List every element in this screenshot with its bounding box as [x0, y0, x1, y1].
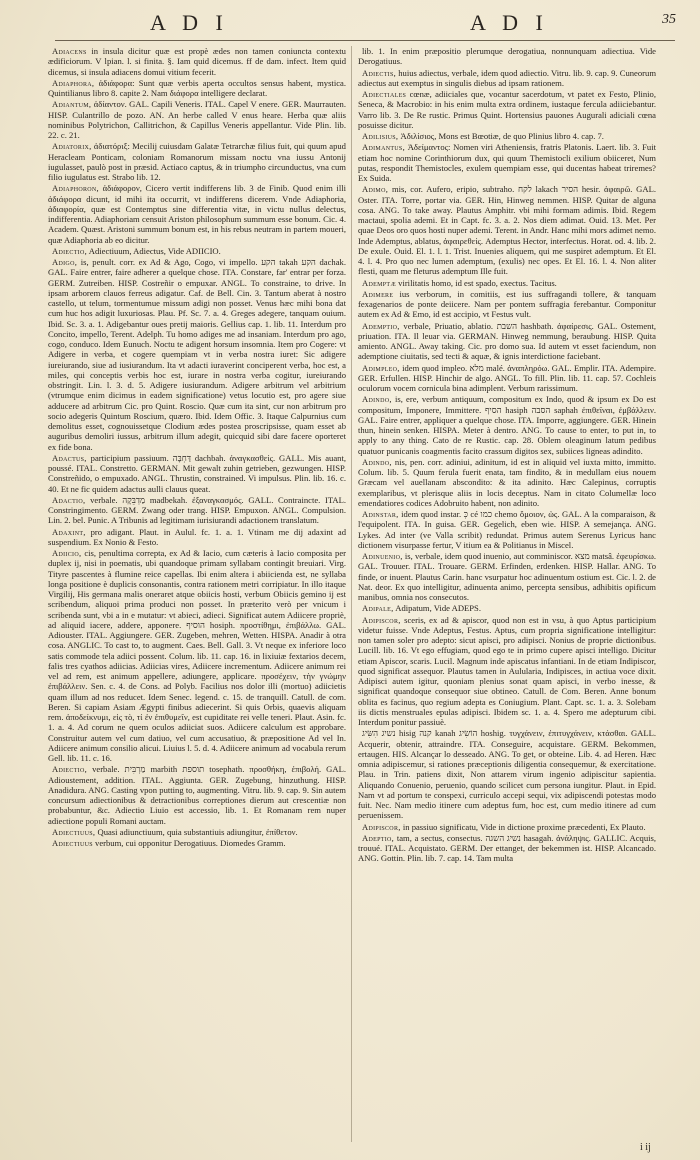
entry-lemma: Adactus,	[52, 452, 87, 463]
dictionary-entry	[358, 728, 656, 820]
entry-text: virilitatis homo, id est spado, exectus. Tacitus.	[398, 277, 557, 288]
dictionary-entry	[48, 764, 346, 826]
dictionary-entry	[48, 46, 346, 77]
column-divider	[351, 46, 352, 1142]
entry-lemma: Adimantus,	[362, 142, 406, 153]
entry-lemma: Adiectiuus	[52, 838, 93, 848]
dictionary-entry	[48, 527, 346, 548]
entry-lemma: Ademptio,	[362, 320, 400, 331]
dictionary-entry	[358, 551, 656, 602]
entry-text: in insula dicitur quæ est propè ædes non tamen coniuncta contextu ædificiorum. V lpian. l. si finita. §. Iam quid dicemus. ff de dam. infect. Item quid dicemus, si insula adiacens domui vitium fecerit.	[48, 46, 346, 77]
entry-text: idem quod impleo. מלא malé. ἀναπληρόω. GAL. Emplir. ITA. Adempire. GER. Erfullen. HISP. Hinchir de algo. ANGL. To fill. Plin. lib. 11. cap. 57. Cochleis oculorum vocem cornicula bina adimplent. Verbum rarissimum.	[358, 362, 656, 393]
entry-text: lib. 1. In enim præpositio plerumque derogatiua, nonnunquam adiectiua. Vide Derogatiuus.	[358, 46, 656, 67]
entry-text: sceris, ex ad & apiscor, quod non est in vsu, à quo Aptus participium videtur fuisse. Vnde Adeptus, Festus. Aptus, cum propria significatione intelligitur: non tamen soler pro adepto: sicut apisci, pro adipisci. Nonius de proprie dictionibus. Lucill. lib. 16. Vt ego effugiam, quod ego te in primo cupere apisci intelligo. Dicitur etiam Apiscor, scaris. Lucil. Magnum inde apiscatus infantiani. In de etiam Indipiscor, quod significat assequor. Plautus tamen in Aulularia, Indipisces, in actiua voce dixit. Adipisci autem igitur, quoniam plenius sonat quam apisci, in verbo inesse, & significat quandoque consequor siue obtineo. Catull. de Com. Beren. Anne bonum oblita es facinus, quo regium adepta es Coniugium. Plant. Capt. sc. 1. a. 3. Solebam iis dictis menstruales epulas adipisci. Ibidem sc. 1. a. 4. Spero me adepturum cibi. Interdum ponitur passiuè.	[358, 614, 656, 727]
dictionary-entry	[358, 278, 656, 288]
entry-text: is, verbale, idem quod inuenio, aut comminiscor. מצא matsâ. ἐφευρίσκω. GAL. Trouuer. ITAL. Trouare. GERM. Erfinden, erdenken. HISP. Hallar. ANG. To finde, or inuent. Plautus Carin. hanc vsurpatur hoc adinuentum ostium est. Cic. l. 2. de Nat. deor. Ex quo intelligitur, adinuenta animo, percepta sensibus, adhibitis opificum manibus, omnia nos consecutos.	[358, 551, 656, 602]
entry-lemma: Adiectio,	[52, 245, 88, 256]
dictionary-entry	[48, 78, 346, 99]
dictionary-entry	[358, 833, 656, 864]
running-head-left: A D I	[150, 10, 229, 35]
entry-lemma: Adipiscor,	[362, 614, 401, 625]
entry-lemma: Adiaphoron,	[52, 183, 99, 194]
entry-text: tam, a sectus, consectus. נשיג השגה hasagah. ἀνάληψις. GALLIC. Acquis, trouué. ITAL. Acquistato. GERM. Der ettanget, der bekemmen ist. HISP. Alcancado. ANG. Gottin. Plin. lib. 7. cap. 14. Tam multa	[358, 832, 656, 864]
entry-text: pro adigant. Plaut. in Aulul. fc. 1. a. 1. Vtinam me dij adaxint ad suspendium. Ex Nonio & Festo.	[48, 526, 346, 547]
entry-text: idem quod instar. כְּ cé כמו chemo ὅμοιον, ὡς. GAL. A la comparaison, & l'equipolent. ITA. In guisa. GER. Gegelich, eben wie. HISP. A semejança. ANG. Lykes. Ad inter (ve Valla scribit) redundat. Primus autem Serenus Lyricus hanc dictionem visurpasse fertur, V itium ea & Politianus in Miscel.	[358, 509, 656, 550]
entry-lemma: Adeptio,	[362, 832, 395, 843]
entry-text: cœnæ, adiiciales que, vocantur sacerdotum, vt patet ex Festo, Plinio, Seneca, & Macrobio: in his enim multa extra ordinem, iustaque fercula adiiciebantur. Varro lib. 3. De Re rustic. Primus Quint. Hortensius pauones Augurali adiciali cœna posuisse dicitur.	[358, 89, 656, 130]
entry-lemma: Adiectiales	[362, 89, 407, 99]
left-column	[48, 46, 346, 1146]
entry-lemma: Adindo,	[362, 456, 392, 467]
dictionary-entry	[358, 46, 656, 67]
dictionary-entry	[358, 394, 656, 456]
dictionary-entry	[48, 99, 346, 140]
entry-lemma: Adiaphora,	[52, 77, 95, 88]
dictionary-entry	[358, 603, 656, 613]
dictionary-entry	[358, 89, 656, 130]
dictionary-entry	[48, 453, 346, 494]
entry-text: Quasi adiunctiuum, quia substantiuis adiungitur, ἐπίθετον.	[97, 826, 298, 837]
entry-text: huius adiectus, verbale, idem quod adiectio. Vitru. lib. 9. cap. 9. Cuneorum adiectus aut exemptus in singulis diebus ad ipsam rationem.	[358, 67, 656, 88]
entry-text: verbale. מַדְבֵּקָה madbekah. ἐξαναγκασμός. GALL. Contraincte. ITAL. Constringimento. GERM. Zwang oder trang. HISP. Empuxon. ANGL. Compulsion. Lin. 2. bel. Punic. A Tribunis ad legitimam iurisiurandi adactionem translatum.	[48, 494, 346, 526]
entry-text: verbale, Priuatio, ablatio. השבת hashbath. ἀφαίρεσις. GAL. Ostement, priuation. ITA. Il leuar via. GERMAN. Hinweg nemmung, beraubung. HISP. Quita amiento. ANGL. Away taking. Cic. pro domo sua. Id autem vt esset faciendum, non ademptione ciuitatis, sed tecti & aquæ, & ignis interdictione faciebant.	[358, 320, 656, 362]
entry-lemma: Adindo,	[362, 394, 392, 405]
entry-lemma: Adimpleo,	[362, 362, 400, 373]
entry-text: ἀδιάφορον, Cicero vertit indifferens lib. 3 de Finib. Quod enim illi ἀδιάφορα dicunt, id mihi ita occurrit, vt indifferens dicerem. Vnde Adiaphoria, ἀδιαφορία, quæ est Contemptus sine differentia vitæ, in victu nullus delectus, indifferentia. Adiaphoriam censuit Ariston philosophum summum esse bonum. Cic. 4. Academ. Quæst. Aristoni summum bonum est, in his rebus neutram in partem moueri, quæ Adiaphoria ab eo dicitur.	[48, 183, 346, 245]
dictionary-entry	[48, 246, 346, 256]
entry-text: נשיג הִשִּׂיג hisig קנה kanah הוֹשִׂיג hoshig. τυγχάνειν, ἐπιτυγχάνειν, κτάσθαι. GALL. Acquerir, obtenir, attraindre. ITA. Conseguire, acquistare. GERM. Bekommen, ertaugen. HIS. Alcançar lo desseado. ANG. To get, or obteine. Lib. 4. ad Heren. Hæc omnia adipiscemur, si rationes præceptionis diligentia consequemur, & exercitatione. Plau. in Trin. patiens dixit, Non attarem virum ingenio adipiscitur sapientia. Aliquando Conuenio, peruenio, quando scilicet cum persona iungitur. Plaut. in Epid. Nam vt ad portum te conspexi, curriculo accepi sequi, vix adipiscendi potestas modo fuit. Nec. Nam medio itinere cum adeptus fum, hoc est, cum medio itinere ad cum peruenissem.	[358, 728, 656, 821]
running-head-right: A D I	[470, 10, 549, 35]
entry-lemma: Adiectiuus,	[52, 826, 96, 837]
dictionary-entry	[358, 509, 656, 550]
entry-text: nis, pen. corr. adiniui, adinitum, id est in aliquid vel iuxta mitto, immitto. Colum. lib. 5. Quum ferula fuerit enata, tam findito, & in medullam eius nouem Græcam vel auellanam abscondito: & ita adinito. Hæc Calepinus, corruptis exemplaribus, vt plerisque aliis in locis deceptus. Nam in citato Columellæ loco emendatiores codices Adobruito habent, non adinito.	[358, 456, 656, 508]
entry-text: mis, cor. Aufero, eripio, subtraho. לקח lakach הסיר hesir. ἀφαιρῶ. GAL. Oster. ITA. Torre, portar via. GER. Hin, Hinweg nemmen. HISP. Quitar de alguna cosa. ANG. To take away. Plautus Amphitr. vbi mihi formam adimis. Ibid. Regem mactaui, spolia ademi. Et in Capt. fc. 3. a. 2. Nos diem adimat. Ouid. 13. Met. Per quae Deos oro quos hosti nuper ademi. Terent. in Andr. Hanc mihi mors adimet nemo. Inde Ademptus, ablatus, ἀφαιρεθείς. Ademptus Hector, interfectus. Horat. od. 4. lib. 2. De exule. Ouid. El. 1. l. 1. Trist. Inuenies aliquem, qui me suspiret ademptum. Et El. 4. l. 4. Pro quo nec lumen ademptum, (exulis) nec opes. Et El. 16. l. 4. Non aliter flesti, quam me fleturus ademptum Ille fuit.	[358, 184, 656, 277]
entry-text: is, penult. corr. ex Ad & Ago, Cogo, vi impello. הקע takah הקע dachak. GAL. Faire entrer, faire adherer a quelque chose. ITA. Constare, far' entrar per forza. GERM. Zutreiben. HISP. Costreñir o empuxar. ANGL. To constraine, to drive. In ipsam arborem clauos ferreus adigatur. Caf. de Bell. Cin. 3. Tantum aberat à nostro castello, ut telum, tormentumue missum adigi non posset. Venus hæc mihi bona dat cum huc hos adigit luxuriosas. Plau. Pf. Sc. 7. a. 4. Greges adegere, tanquam ouium. Ibid. Sc. 3. a. 1. Adigebantur oues pretij maioris. Gellius cap. 1. lib. 11. Interdum pro Concito, impello, Terent. Adelph. Tu homo adiges me ad insaniam. Interdum pro ago, cogo, conduco. Idem Eunuch. Noctu te adigent horsum insomnia. Item pro Cogere: vt Adigere in verba, et cogere quempiam vt in verba nostra iuret: Sic adigere iureiurando, siue ad iusiurandum. Ita vt adacti iuraverint conciperent verba, hoc est, a miles, qui conceptis verbis hoc est, iurare in nostra verba cogitur, iureiurando obstringit. Lin. l. 3. d. 5. Adigere iusiurandum. Adigere arbitrum vel arbitrium (vtrumque enim dicimus in eadem significatione) vetus locutio est, pro agere siue adducere ad arbitrum Cic. pro Quint. Roscio. Quæ cum ita sint, cur non arbitrum pro socio adegeris Quintum Roscium, quæro. Ibid. Idem Offic. 3. Itaque Calpurnius cum demolitus esset, cognouissetque Clodium ædes postea proscripsisse, quam esset ab auguribus demoliri iussus, arbitrum illum adegit, quicquid sibi dare facere oporteret ex fide bona.	[48, 257, 346, 452]
entry-lemma: Ademptæ	[362, 277, 396, 288]
entry-lemma: Adiantum,	[52, 99, 92, 110]
entry-text: Adiectiuum, Adiectus, Vide ADIICIO.	[88, 245, 221, 256]
entry-lemma: Adimo,	[362, 184, 389, 195]
entry-lemma: Adactio,	[52, 494, 86, 505]
entry-text: ἀδιατόριξ: Mecilij cuiusdam Galatæ Tetrarchæ filius fuit, qui quum apud Heracleam Ponticam, coloniam Romanorum missam noctu vna iussu Antonij iugulasset, paulò post in præsid. Actiaco captus, & in triumpho circunductus, vna cum filio iugulatus est. Strabo lib. 12.	[48, 141, 346, 182]
entry-lemma: Adiectis,	[362, 67, 397, 78]
entry-lemma: Adigo,	[52, 257, 78, 267]
dictionary-entry	[358, 131, 656, 141]
dictionary-entry	[358, 363, 656, 394]
entry-text: is, ere, verbum antiquum, compositum ex Indo, quod & ipsum ex Do est compositum, Imponere, Immittere. הסיף hasiph הסבה saphah ἐπιθεῖναι, ἐμβάλλειν. GAL. Faire entrer, appliquer a quelque chose. ITA. Imporre, aggiungere. GER. Hinein thun, hinein senken. HISPA. Meter à dentro. ANG. To cause to enter, to put in, to apply to any thing. Cato de re Rustic. cap. 28. Oblem oleaginum latum pedibus quatuor punicanis coagmentis facito crassum digitos sex, subiices ligneas adindito.	[358, 394, 656, 456]
dictionary-entry	[358, 142, 656, 183]
signature-mark: i ij	[640, 1142, 651, 1153]
dictionary-entry	[358, 822, 656, 832]
entry-lemma: Adiectio,	[52, 764, 88, 775]
entry-lemma: Adipiscor,	[362, 821, 401, 832]
entry-lemma: Adiatorix,	[52, 141, 92, 152]
dictionary-entry	[358, 321, 656, 362]
entry-text: Ἀδείμαντος: Nomen viri Atheniensis, fratris Platonis. Laert. lib. 3. Fuit etiam hoc nomine Corinthiorum dux, qui quum Themistocli exilium obiiceret, Num putas, respondit Themistocles, exulem quempiam esse, qui ducentas habeat triremes? Ex Suida.	[358, 142, 656, 183]
entry-text: Ἀδιλίσιος, Mons est Bœotiæ, de quo Plinius libro 4. cap. 7.	[400, 131, 604, 141]
entry-text: cis, penultima correpta, ex Ad & Iacio, cum cæteris à Iacio composita per duplex ij, nisi in poematis, ubi quandoque primam syllabam contingit breuiari. Virg. Tityre pascentes à flumine reice capellas. Ibi enim altera i abiicienda est, ne syllaba longa positione è duplicis consonantis, contra rationem metri corripiatur. In illo itaque Virgilij, His germana malis oneraret atque obiicis hosti, verbum Obiicis gemino ij est scribendum, aliquoi prima produci non posset. In præterito verò per vnicum i scribenda sunt, vbi a in e mutatur: vt abieci, adieci. Significat autem Adiicere propriè, ad aliquid iacere, addere, apponere. הוסיף hosiph. προστίθημι, ἐπιβάλλω. GAL. Adiouster. ITAL. Aggiungere. GER. Zugeben, mehren, Wetten. HISPA. Anadir à otra cosa. ANGLIC. To cast to, to augment. Caes. Bell. Gall. 3. Vt neque ex inferiore loco satis commode tela adiici possent. Colum. lib. 11. cap. 16. in lixiuiæ fextarios decem, falis tres cyathos adiicias. Adiicias vires, Adiicere incrementum. Adiicere animum rei vel ad rem, est animum appellere, adiungere, applicare. προσέχειν, τὴν γνώμην ἐπιβάλλειν. Sen. c. 4. de Cons. ad Polyb. Facilius nos dolor illi (mortuo) adiicietis quam illum ad nos reducet. Idem Senec. legend. c. 15. de tranquill. Catull. de com. Beren. Si capiam Asiam Ægypti finibus adiecerint. Si quis Orbis, quaevis aliquam rem. ἀποδείκνυμι, εἰς τὸ, τί ἐν ἐπιθυμεῖν, est cupiditate rei velle teneri. Plaut. Asin. fc. 1. a. 4. Ad corum ne quem oculos adiiciat suos. Adiicere calculum est approbare. Construitur autem vel cum datiuo, vel cum accusatiuo, & præpositione Ad vel In. Adiicere animum consilio alicui. Liuius l. 5. d. 4. Adiicere animum ad vocabula rerum Gell. lib. 11. c. 16.	[48, 548, 346, 763]
entry-text: Adipatum, Vide ADEPS.	[395, 603, 481, 614]
dictionary-entry	[48, 495, 346, 526]
entry-lemma: Adiacens	[52, 46, 87, 56]
entry-text: in passiuo significatu, Vide in dictione proxime præcedenti, Ex Plauto.	[402, 821, 646, 832]
dictionary-entry	[358, 289, 656, 320]
right-column	[358, 46, 656, 1146]
entry-text: ἀδίαντον. GAL. Capili Veneris. ITAL. Capel V enere. GER. Maurrauten. HISP. Culantrillo de pozo. AN. An herbe called V enus heare. Herba quæ aliis nominibus Polytrichon, Callitrichon, & Capillus Veneris appellantur. Vide Plin. lib. 22. c. 21.	[48, 99, 346, 140]
entry-lemma: Adiicio,	[52, 548, 82, 558]
dictionary-entry	[358, 457, 656, 508]
dictionary-entry	[358, 184, 656, 276]
entry-lemma: Adaxint,	[52, 526, 86, 537]
entry-lemma: Adilisius,	[362, 131, 399, 141]
entry-lemma: Adipale,	[362, 603, 394, 614]
dictionary-entry	[48, 827, 346, 837]
entry-text: verbale. מַרְבִּית marbith תוספת tosephath. προσθήκη, ἐπιβολή. GAL. Adioustement, addition. ITAL. Aggiunta. GER. Zugebung, hinzuthung. HISP. Anadidura. ANG. Casting vpon putting to, augmenting. Vitru. lib. 9. cap. 9. Sin autem concursum adiectionibus & detractionibus correptiones dierum aut crescentiæ non probabuntur, &c. Adiectio Liuio est accessio, lib. 1. Et Romanam rem nuper adiectione populi Romani auctam.	[48, 764, 346, 826]
entry-lemma: Adinuenio,	[362, 551, 403, 561]
dictionary-entry	[48, 838, 346, 848]
header-rule	[55, 40, 675, 41]
entry-lemma: Adimere	[362, 288, 394, 299]
dictionary-entry	[358, 68, 656, 89]
dictionary-entry	[48, 141, 346, 182]
entry-text: verbum, cui opponitur Derogatiuus. Diomedes Gramm.	[95, 838, 286, 848]
entry-text: ius verborum, in comitiis, est ius suffragandi tollere, & tanquam fexagenarios de ponte deiicere. Nam per pontem suffragia ferebantur. Componitur autem ex Ad & Emo, id est accipio, vt Festus vult.	[358, 288, 656, 320]
dictionary-entry	[358, 615, 656, 728]
dictionary-entry	[48, 183, 346, 245]
dictionary-entry	[48, 548, 346, 763]
entry-text: participium passiuum. דַּחְבָּה dachbah. ἀναγκασθείς. GALL. Mis auant, poussé. ITAL. Constretto. GERMAN. Mit gewalt zuhin getrieben, gezwungen. HISP. Constreñido, o empuxado. ANGL. Thrustin, constrained. Vi impulsus. Plin. lib. 16. c. 40. Et ne fic quidem adactus aulli clauus queat.	[48, 452, 346, 494]
page-number: 35	[662, 12, 676, 27]
dictionary-entry	[48, 257, 346, 452]
entry-text: ἀδιάφορα: Sunt quæ verbis aperta occultos sensus habent, mystica. Quintilianus libro 8. capite 2. Nam διάφορα intelligere declarat.	[48, 77, 346, 98]
entry-lemma: Adinstar,	[362, 509, 399, 519]
